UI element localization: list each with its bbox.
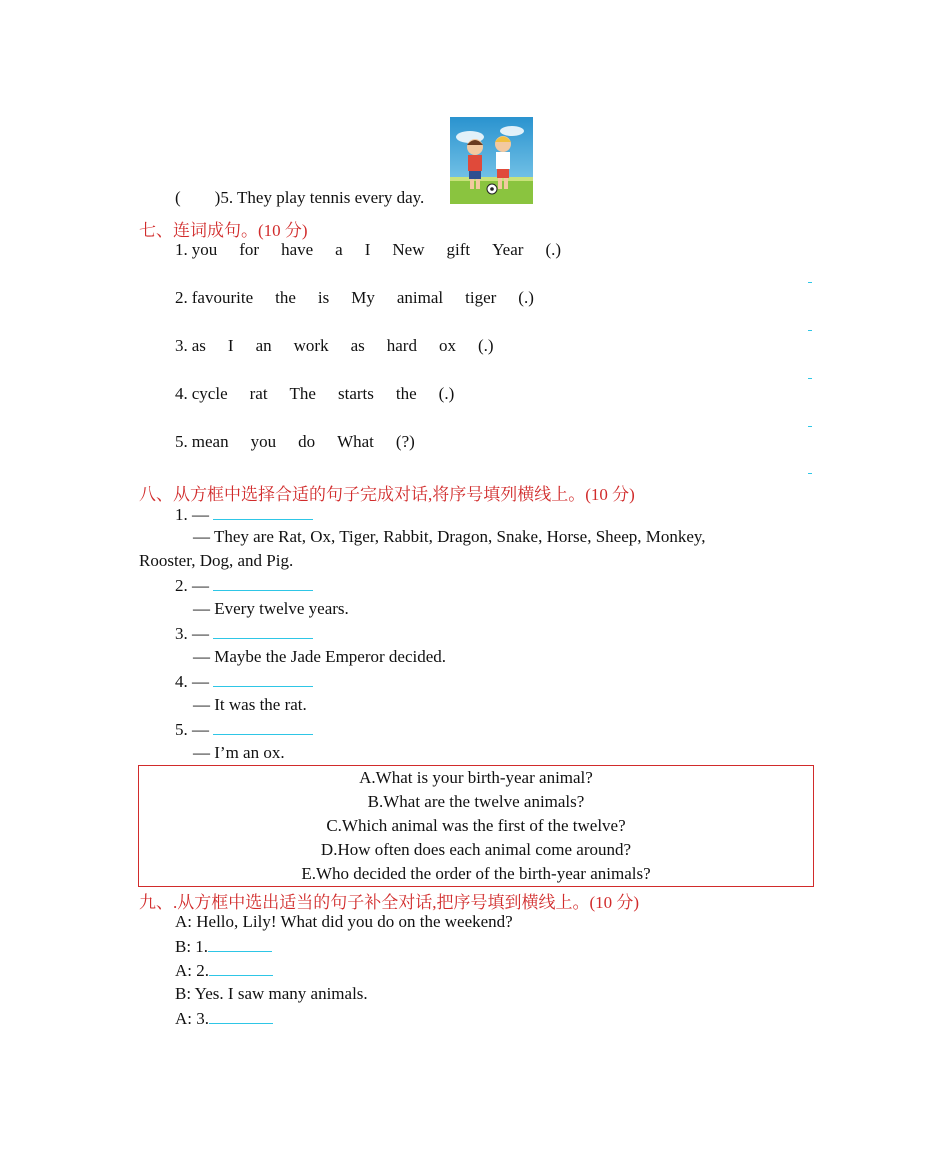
word: mean: [191, 432, 229, 451]
word: do: [298, 432, 316, 451]
section-9-title: 九、.从方框中选出适当的句子补全对话,把序号填到横线上。(10 分): [139, 893, 640, 912]
dialog-number: 2. —: [175, 576, 209, 595]
dialog-3-question: [175, 623, 313, 644]
dialog-number: 5. —: [175, 720, 209, 739]
sec7-item-4: [175, 384, 476, 404]
answer-blank[interactable]: [213, 504, 313, 520]
word: hard: [386, 336, 417, 355]
word: favourite: [191, 288, 254, 307]
line-label: A: 2.: [175, 961, 209, 980]
dialog-3-answer: — Maybe the Jade Emperor decided.: [193, 647, 447, 666]
dialog-1-answer-cont: Rooster, Dog, and Pig.: [139, 551, 294, 570]
line-label: A: 3.: [175, 1009, 209, 1028]
word: the: [275, 288, 296, 307]
line-label: B: 1.: [175, 937, 209, 956]
sec7-item-5: [175, 432, 437, 452]
word: as: [191, 336, 206, 355]
dialog-4-answer: — It was the rat.: [193, 695, 307, 714]
word: animal: [396, 288, 444, 307]
word: I: [227, 336, 234, 355]
answer-blank[interactable]: [213, 575, 313, 591]
dialog-2-answer: — Every twelve years.: [193, 599, 349, 618]
answer-bracket[interactable]: ( ): [175, 188, 221, 207]
word: tiger: [465, 288, 497, 307]
dialog-line-5: [175, 1008, 273, 1029]
word: cycle: [191, 384, 228, 403]
answer-blank[interactable]: [209, 1008, 273, 1024]
dialog-2-question: [175, 575, 313, 596]
answer-blank[interactable]: [213, 671, 313, 687]
sec7-item-3: [175, 336, 516, 356]
dialog-1-question: [175, 504, 313, 525]
dialog-5-question: [175, 719, 313, 740]
item-number: 1.: [175, 240, 188, 259]
answer-line-4[interactable]: [808, 426, 812, 427]
answer-line-3[interactable]: [808, 378, 812, 379]
word: you: [250, 432, 277, 451]
answer-line-1[interactable]: [808, 282, 812, 283]
dialog-4-question: [175, 671, 313, 692]
item-number: 2.: [175, 288, 188, 307]
word: What: [337, 432, 374, 451]
options-box: [138, 765, 814, 887]
answer-blank[interactable]: [208, 936, 272, 952]
word: is: [317, 288, 330, 307]
dialog-line-2: [175, 936, 272, 957]
sec7-item-2: [175, 288, 556, 308]
sec7-item-1: [175, 240, 583, 260]
answer-line-2[interactable]: [808, 330, 812, 331]
word: as: [350, 336, 365, 355]
dialog-line-3: [175, 960, 273, 981]
option-c: C.Which animal was the first of the twelve?: [326, 816, 626, 835]
option-b: B.What are the twelve animals?: [367, 792, 585, 811]
dialog-number: 1. —: [175, 505, 209, 524]
word: a: [335, 240, 343, 259]
item-number: 3.: [175, 336, 188, 355]
word: work: [293, 336, 329, 355]
word: The: [289, 384, 316, 403]
answer-line-5[interactable]: [808, 473, 812, 474]
word: New: [392, 240, 425, 259]
answer-blank[interactable]: [209, 960, 273, 976]
item-number: 5.: [175, 432, 188, 451]
answer-blank[interactable]: [213, 623, 313, 639]
dialog-number: 3. —: [175, 624, 209, 643]
item-text: 5. They play tennis every day.: [220, 188, 425, 207]
word: an: [255, 336, 272, 355]
word: (.): [477, 336, 494, 355]
word: have: [281, 240, 314, 259]
word: My: [351, 288, 375, 307]
word: (.): [545, 240, 562, 259]
word: (.): [518, 288, 534, 307]
dialog-5-answer: — I’m an ox.: [193, 743, 285, 762]
dialog-1-answer: — They are Rat, Ox, Tiger, Rabbit, Dragon, Snake, Horse, Sheep, Monkey,: [193, 527, 706, 546]
two-boys-soccer-picture: [450, 117, 533, 204]
answer-blank[interactable]: [213, 719, 313, 735]
item-number: 4.: [175, 384, 188, 403]
option-a: A.What is your birth-year animal?: [359, 768, 593, 787]
dialog-number: 4. —: [175, 672, 209, 691]
word: (?): [395, 432, 415, 451]
section-8-title: 八、从方框中选择合适的句子完成对话,将序号填列横线上。(10 分): [139, 485, 635, 504]
section-7-title: 七、连词成句。(10 分): [139, 221, 308, 240]
word: I: [364, 240, 371, 259]
word: for: [239, 240, 260, 259]
word: rat: [249, 384, 268, 403]
word: ox: [438, 336, 456, 355]
option-e: E.Who decided the order of the birth-year animals?: [301, 864, 651, 883]
word: gift: [446, 240, 471, 259]
q6-item-5: [175, 188, 424, 208]
dialog-line-4: B: Yes. I saw many animals.: [175, 984, 368, 1003]
word: Year: [492, 240, 524, 259]
word: the: [395, 384, 417, 403]
dialog-line-1: A: Hello, Lily! What did you do on the weekend?: [175, 912, 513, 931]
word: you: [191, 240, 218, 259]
word: (.): [438, 384, 455, 403]
word: starts: [337, 384, 374, 403]
option-d: D.How often does each animal come around?: [320, 840, 632, 859]
